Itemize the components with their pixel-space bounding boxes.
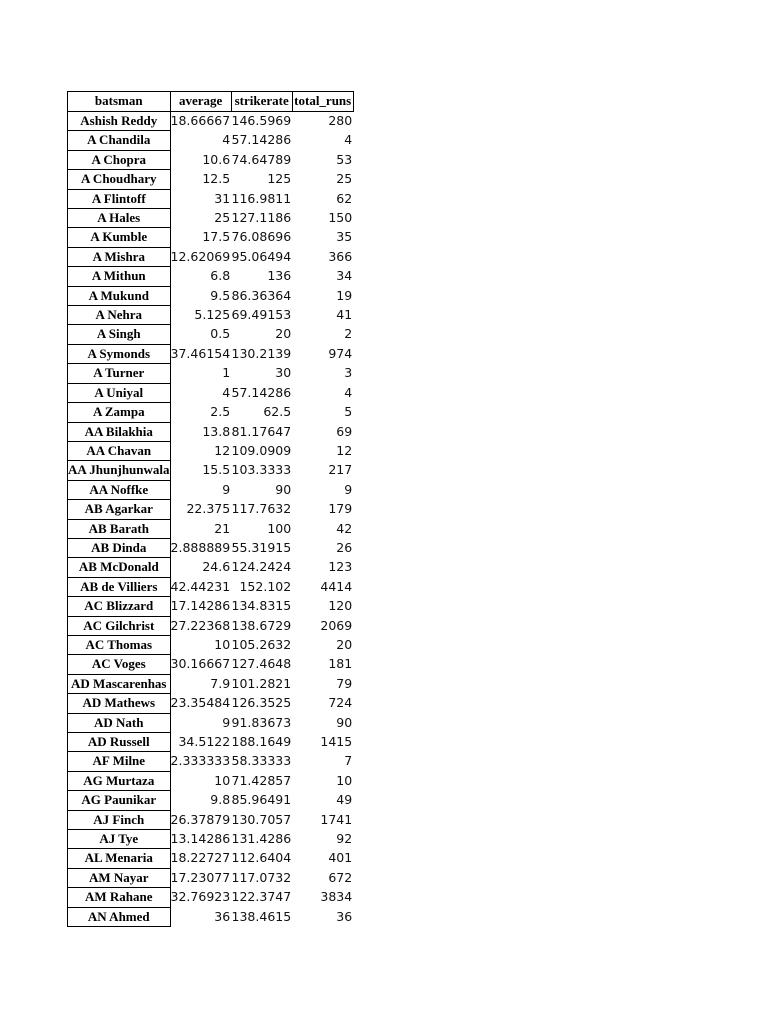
average-cell[interactable]: 13.8	[202, 423, 231, 439]
total-runs-cell[interactable]: 3834	[320, 889, 353, 905]
header-average[interactable]: average	[170, 92, 231, 112]
batsman-cell[interactable]: A Mishra	[68, 247, 171, 266]
total-runs-cell[interactable]: 181	[328, 656, 353, 672]
total-runs-cell[interactable]: 5	[344, 404, 353, 420]
table-row	[68, 849, 354, 868]
strikerate-cell[interactable]: 188.1649	[231, 734, 292, 749]
table-row	[68, 461, 354, 480]
total-runs-cell[interactable]: 41	[336, 307, 353, 323]
table-row	[68, 771, 354, 790]
average-cell[interactable]: 1	[222, 365, 231, 381]
table-body	[68, 112, 354, 927]
strikerate-cell[interactable]: 55.31915	[231, 539, 292, 555]
batsman-cell[interactable]: Ashish Reddy	[68, 112, 171, 131]
total-runs-cell[interactable]: 69	[336, 423, 353, 439]
batsman-cell[interactable]: AB Barath	[68, 519, 171, 538]
batsman-cell[interactable]: AB McDonald	[68, 558, 171, 577]
batsman-cell[interactable]: A Chopra	[68, 150, 171, 169]
total-runs-cell[interactable]: 1741	[320, 811, 353, 827]
strikerate-cell[interactable]: 127.4648	[231, 656, 292, 672]
table-row	[68, 112, 354, 131]
average-cell[interactable]: 23.35484	[170, 695, 231, 711]
table-row	[68, 150, 354, 169]
total-runs-cell[interactable]: 36	[336, 908, 353, 924]
total-runs-cell[interactable]: 53	[336, 151, 353, 167]
average-cell[interactable]: 10	[214, 772, 231, 788]
table-row	[68, 306, 354, 325]
batsman-cell[interactable]: A Singh	[68, 325, 171, 344]
strikerate-cell[interactable]: 74.64789	[231, 151, 292, 167]
strikerate-cell[interactable]: 95.06494	[231, 248, 292, 264]
table-row	[68, 247, 354, 266]
batsman-cell[interactable]: A Chandila	[68, 131, 171, 150]
total-runs-cell[interactable]: 672	[328, 869, 353, 885]
average-cell[interactable]: 9.8	[210, 792, 231, 808]
average-cell[interactable]: 10.6	[202, 151, 231, 167]
table-row	[68, 519, 354, 538]
strikerate-cell[interactable]: 81.17647	[231, 423, 292, 439]
total-runs-cell[interactable]: 4414	[320, 578, 353, 594]
average-cell[interactable]: 4	[222, 384, 231, 400]
batsman-cell[interactable]: A Mukund	[68, 286, 171, 305]
total-runs-cell[interactable]: 150	[328, 210, 353, 226]
batsman-cell[interactable]: AB de Villiers	[68, 577, 171, 596]
batsman-cell[interactable]: A Choudhary	[68, 170, 171, 189]
header-strikerate[interactable]: strikerate	[231, 92, 292, 112]
table-row	[68, 189, 354, 208]
average-cell[interactable]: 9	[222, 714, 231, 730]
batsman-cell[interactable]: AA Bilakhia	[68, 422, 171, 441]
batsman-cell[interactable]: AG Paunikar	[68, 791, 171, 810]
total-runs-cell[interactable]: 7	[344, 753, 353, 769]
strikerate-cell[interactable]: 90	[275, 481, 292, 497]
table-row	[68, 383, 354, 402]
total-runs-cell[interactable]: 12	[336, 442, 353, 458]
strikerate-cell[interactable]: 116.9811	[231, 190, 292, 206]
table-row	[68, 868, 354, 887]
average-cell[interactable]: 26.37879	[170, 811, 231, 827]
batsman-cell[interactable]: AN Ahmed	[68, 907, 171, 926]
batsman-cell[interactable]: A Flintoff	[68, 189, 171, 208]
batsman-cell[interactable]: AC Blizzard	[68, 597, 171, 616]
average-cell[interactable]: 22.375	[186, 501, 231, 517]
total-runs-cell[interactable]: 42	[336, 520, 353, 536]
strikerate-cell[interactable]: 117.0732	[231, 869, 292, 885]
batsman-cell[interactable]: AD Russell	[68, 733, 171, 752]
total-runs-cell[interactable]: 123	[328, 559, 353, 575]
average-cell[interactable]: 4	[222, 132, 231, 148]
batsman-cell[interactable]: AA Jhunjhunwala	[68, 461, 171, 480]
strikerate-cell[interactable]: 101.2821	[231, 675, 292, 691]
batsman-cell[interactable]: A Zampa	[68, 403, 171, 422]
strikerate-cell[interactable]: 117.7632	[231, 501, 292, 517]
table-row	[68, 597, 354, 616]
batsman-cell[interactable]: AA Chavan	[68, 441, 171, 460]
table-row	[68, 538, 354, 557]
average-cell[interactable]: 34.5122	[178, 734, 231, 749]
strikerate-cell[interactable]: 62.5	[263, 404, 292, 420]
table-row	[68, 480, 354, 499]
table-row	[68, 131, 354, 150]
strikerate-cell[interactable]: 91.83673	[231, 714, 292, 730]
strikerate-cell[interactable]: 152.102	[239, 578, 292, 594]
average-cell[interactable]: 2.333333	[170, 753, 231, 769]
total-runs-cell[interactable]: 280	[328, 113, 353, 129]
strikerate-cell[interactable]: 85.96491	[231, 792, 292, 808]
strikerate-cell[interactable]: 124.2424	[231, 559, 292, 575]
total-runs-cell[interactable]: 90	[336, 714, 353, 730]
total-runs-cell[interactable]: 974	[328, 345, 353, 361]
total-runs-cell[interactable]: 4	[344, 132, 353, 148]
average-cell[interactable]: 5.125	[194, 307, 231, 323]
average-cell[interactable]: 9.5	[210, 287, 231, 303]
strikerate-cell[interactable]: 112.6404	[231, 850, 292, 866]
batsman-cell[interactable]: AD Nath	[68, 713, 171, 732]
batsman-cell[interactable]: AC Thomas	[68, 635, 171, 654]
strikerate-cell[interactable]: 130.2139	[231, 345, 292, 361]
table-row	[68, 325, 354, 344]
batsman-cell[interactable]: A Mithun	[68, 267, 171, 286]
total-runs-cell[interactable]: 724	[328, 695, 353, 711]
batsman-cell[interactable]: AM Rahane	[68, 888, 171, 907]
total-runs-cell[interactable]: 25	[336, 171, 353, 187]
total-runs-cell[interactable]: 9	[344, 481, 353, 497]
total-runs-cell[interactable]: 2069	[320, 617, 353, 633]
table-row	[68, 558, 354, 577]
total-runs-cell[interactable]: 34	[336, 268, 353, 284]
table-row	[68, 752, 354, 771]
average-cell[interactable]: 30.16667	[170, 656, 231, 672]
strikerate-cell[interactable]: 136	[267, 268, 292, 284]
batsman-cell[interactable]: AM Nayar	[68, 868, 171, 887]
table-row	[68, 733, 354, 752]
table-row	[68, 577, 354, 596]
average-cell[interactable]: 42.44231	[170, 578, 231, 594]
average-cell[interactable]: 18.66667	[170, 113, 231, 129]
total-runs-cell[interactable]: 62	[336, 190, 353, 206]
total-runs-cell[interactable]: 366	[328, 248, 353, 264]
strikerate-cell[interactable]: 105.2632	[231, 636, 292, 652]
strikerate-cell[interactable]: 57.14286	[231, 384, 292, 400]
strikerate-cell[interactable]: 71.42857	[231, 772, 292, 788]
batsman-cell[interactable]: AJ Tye	[68, 830, 171, 849]
batsman-cell[interactable]: AD Mathews	[68, 694, 171, 713]
average-cell[interactable]: 2.888889	[170, 539, 231, 555]
strikerate-cell[interactable]: 69.49153	[231, 307, 292, 323]
total-runs-cell[interactable]: 401	[328, 850, 353, 866]
table-row	[68, 713, 354, 732]
table-row	[68, 286, 354, 305]
batsman-cell[interactable]: AF Milne	[68, 752, 171, 771]
average-cell[interactable]: 12.5	[202, 171, 231, 187]
strikerate-cell[interactable]: 109.0909	[231, 442, 292, 458]
average-cell[interactable]: 12	[214, 442, 231, 458]
average-cell[interactable]: 27.22368	[170, 617, 231, 633]
table-row	[68, 616, 354, 635]
total-runs-cell[interactable]: 19	[336, 287, 353, 303]
batsman-cell[interactable]: A Turner	[68, 364, 171, 383]
average-cell[interactable]: 0.5	[210, 326, 231, 342]
average-cell[interactable]: 12.62069	[170, 248, 231, 264]
batsman-cell[interactable]: AC Gilchrist	[68, 616, 171, 635]
strikerate-cell[interactable]: 122.3747	[231, 889, 292, 905]
strikerate-cell[interactable]: 138.4615	[231, 908, 292, 924]
strikerate-cell[interactable]: 30	[275, 365, 292, 381]
table-row	[68, 209, 354, 228]
strikerate-cell[interactable]: 103.3333	[231, 462, 292, 478]
table-row	[68, 403, 354, 422]
strikerate-cell[interactable]: 20	[275, 326, 292, 342]
batsman-cell[interactable]: AD Mascarenhas	[68, 674, 171, 693]
header-total-runs[interactable]: total_runs	[292, 92, 353, 112]
table-row	[68, 364, 354, 383]
strikerate-cell[interactable]: 130.7057	[231, 811, 292, 827]
total-runs-cell[interactable]: 49	[336, 792, 353, 808]
average-cell[interactable]: 9	[222, 481, 231, 497]
table-row	[68, 635, 354, 654]
average-cell[interactable]: 13.14286	[170, 831, 231, 847]
header-batsman[interactable]: batsman	[68, 92, 171, 112]
table-row	[68, 907, 354, 926]
total-runs-cell[interactable]: 20	[336, 636, 353, 652]
batsman-cell[interactable]: A Kumble	[68, 228, 171, 247]
average-cell[interactable]: 37.46154	[170, 345, 231, 361]
strikerate-cell[interactable]: 100	[267, 520, 292, 536]
total-runs-cell[interactable]: 3	[344, 365, 353, 381]
strikerate-cell[interactable]: 126.3525	[231, 695, 292, 711]
average-cell[interactable]: 36	[214, 908, 231, 924]
batsman-cell[interactable]: AJ Finch	[68, 810, 171, 829]
batsman-cell[interactable]: AL Menaria	[68, 849, 171, 868]
average-cell[interactable]: 17.14286	[170, 598, 231, 614]
table-row	[68, 655, 354, 674]
average-cell[interactable]: 2.5	[210, 404, 231, 420]
table-row	[68, 694, 354, 713]
strikerate-cell[interactable]: 134.8315	[231, 598, 292, 614]
strikerate-cell[interactable]: 86.36364	[231, 287, 292, 303]
batsman-cell[interactable]: A Nehra	[68, 306, 171, 325]
average-cell[interactable]: 25	[214, 210, 231, 226]
table-row	[68, 810, 354, 829]
strikerate-cell[interactable]: 125	[267, 171, 292, 187]
batsman-cell[interactable]: AB Dinda	[68, 538, 171, 557]
table-row	[68, 674, 354, 693]
strikerate-cell[interactable]: 146.5969	[231, 113, 292, 129]
strikerate-cell[interactable]: 57.14286	[231, 132, 292, 148]
average-cell[interactable]: 7.9	[210, 675, 231, 691]
total-runs-cell[interactable]: 92	[336, 831, 353, 847]
total-runs-cell[interactable]: 179	[328, 501, 353, 517]
average-cell[interactable]: 6.8	[210, 268, 231, 284]
average-cell[interactable]: 17.23077	[170, 869, 231, 885]
table-row	[68, 170, 354, 189]
table-row	[68, 267, 354, 286]
total-runs-cell[interactable]: 4	[344, 384, 353, 400]
total-runs-cell[interactable]: 217	[328, 462, 353, 478]
table-row	[68, 441, 354, 460]
table-row	[68, 791, 354, 810]
batsman-cell[interactable]: AA Noffke	[68, 480, 171, 499]
average-cell[interactable]: 10	[214, 636, 231, 652]
average-cell[interactable]: 15.5	[202, 462, 231, 478]
strikerate-cell[interactable]: 76.08696	[231, 229, 292, 245]
table-row	[68, 888, 354, 907]
strikerate-cell[interactable]: 127.1186	[231, 210, 292, 226]
batsman-cell[interactable]: A Hales	[68, 209, 171, 228]
total-runs-cell[interactable]: 1415	[320, 734, 353, 749]
batsman-cell[interactable]: A Uniyal	[68, 383, 171, 402]
total-runs-cell[interactable]: 79	[336, 675, 353, 691]
average-cell[interactable]: 24.6	[202, 559, 231, 575]
batsman-cell[interactable]: AC Voges	[68, 655, 171, 674]
average-cell[interactable]: 31	[214, 190, 231, 206]
total-runs-cell[interactable]: 10	[336, 772, 353, 788]
average-cell[interactable]: 21	[214, 520, 231, 536]
table-row	[68, 830, 354, 849]
batsman-cell[interactable]: AB Agarkar	[68, 500, 171, 519]
table-row	[68, 422, 354, 441]
batsman-cell[interactable]: A Symonds	[68, 344, 171, 363]
table-row	[68, 228, 354, 247]
strikerate-cell[interactable]: 131.4286	[231, 831, 292, 847]
table-row	[68, 500, 354, 519]
total-runs-cell[interactable]: 120	[328, 598, 353, 614]
average-cell[interactable]: 17.5	[202, 229, 231, 245]
total-runs-cell[interactable]: 35	[336, 229, 353, 245]
total-runs-cell[interactable]: 26	[336, 539, 353, 555]
strikerate-cell[interactable]: 138.6729	[231, 617, 292, 633]
batsman-cell[interactable]: AG Murtaza	[68, 771, 171, 790]
average-cell[interactable]: 18.22727	[170, 850, 231, 866]
average-cell[interactable]: 32.76923	[170, 889, 231, 905]
table-row	[68, 344, 354, 363]
total-runs-cell[interactable]: 2	[344, 326, 353, 342]
header-row	[68, 92, 354, 112]
spreadsheet-table	[67, 91, 354, 927]
strikerate-cell[interactable]: 58.33333	[231, 753, 292, 769]
